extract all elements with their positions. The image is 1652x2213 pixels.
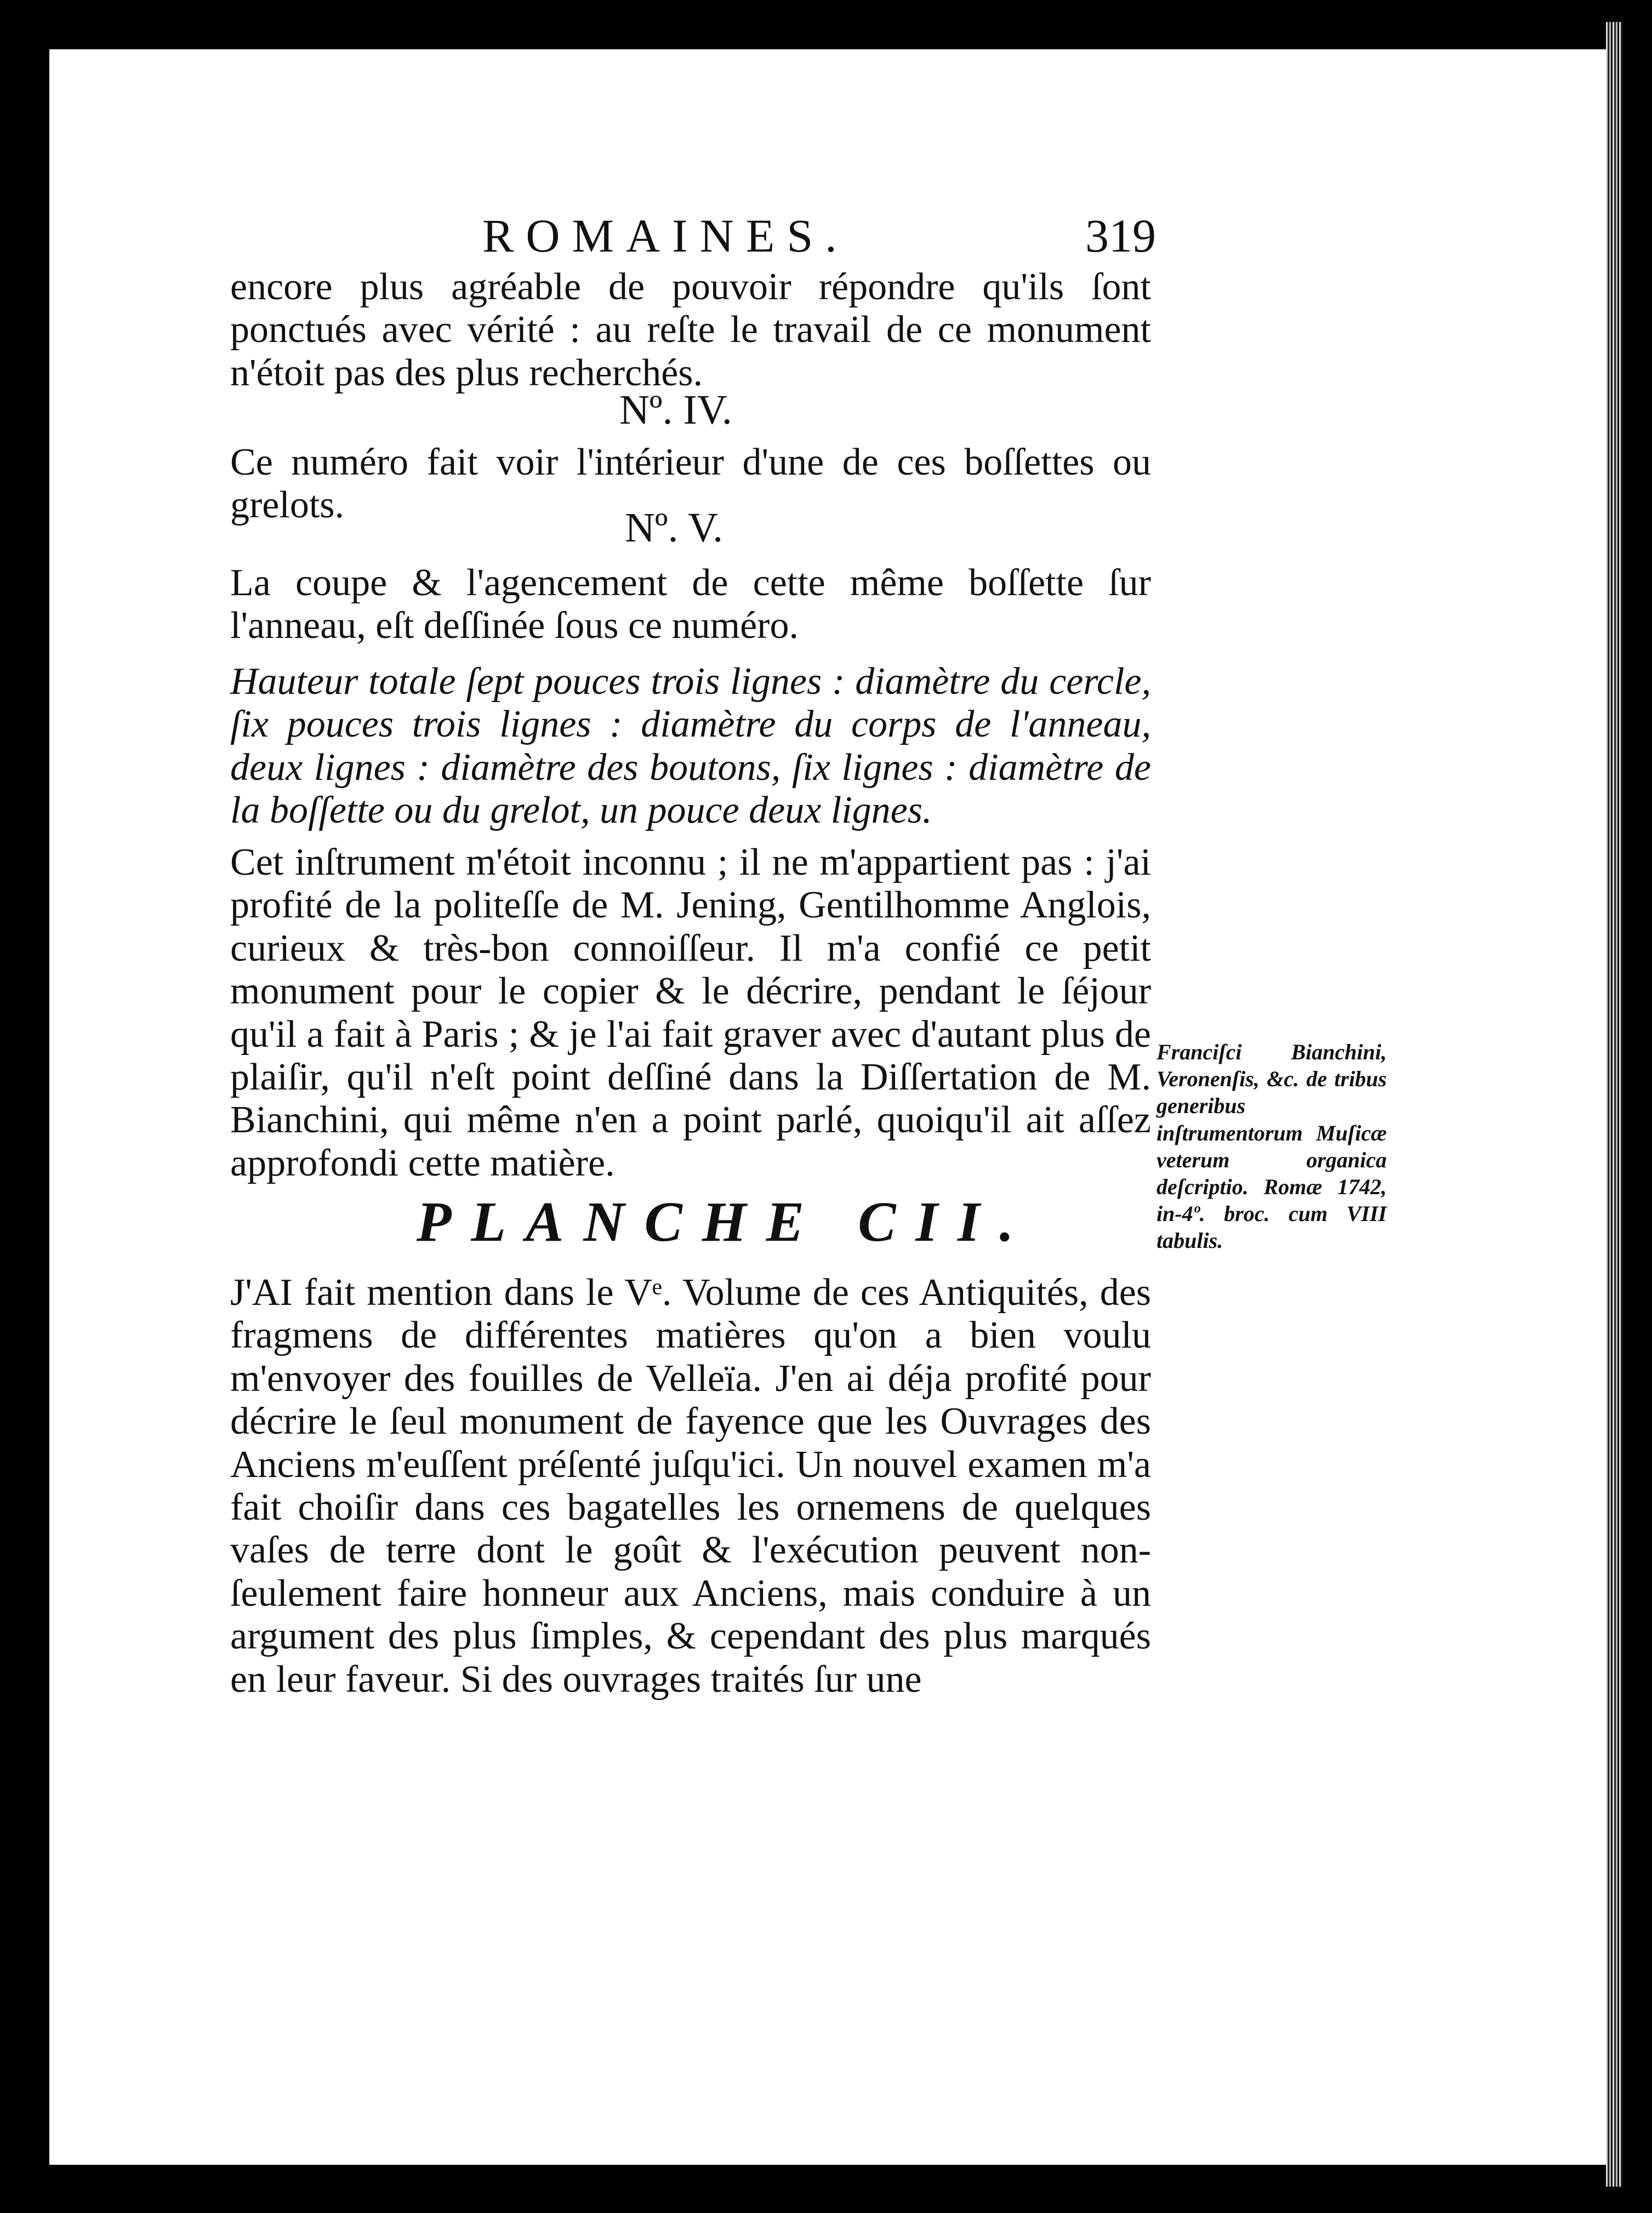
paragraph-5: Cet inſtrument m'étoit inconnu ; il ne m'appartient pas : j'ai profité de la politeſſe de M. Jening, Gentilhomme Anglois, curieux & très-bon connoiſſeur. Il m'a confié ce petit monument pour le copier & le décrire, pendant le ſéjour qu'il a fait à Paris ; & je l'ai fait graver avec d'autant plus de plaiſir, qu'il n'eſt point deſſiné dans la Diſſertation de M. Bianchini, qui même n'en a point parlé, quoiqu'il ait aſſez approfondi cette matière.	[230, 841, 1151, 1184]
running-title: ROMAINES.	[482, 209, 849, 262]
planche-title: PLANCHE CII.	[417, 1190, 1034, 1253]
paragraph-2: Ce numéro fait voir l'intérieur d'une de ces boſſettes ou grelots.	[230, 441, 1151, 527]
paragraph-1: encore plus agréable de pouvoir répondre qu'ils ſont ponctués avec vérité : au reſte le travail de ce monument n'étoit pas des plus recherchés.	[230, 266, 1151, 394]
paragraph-4-dimensions: Hauteur totale ſept pouces trois lignes : diamètre du cercle, ſix pouces trois lignes : diamètre du corps de l'anneau, deux lignes : diamètre des boutons, ſix lignes : diamètre de la boſſette ou du grelot, un pouce deux lignes.	[230, 660, 1151, 832]
section-number-v: Nº. V.	[625, 505, 724, 551]
page-number: 319	[1085, 209, 1156, 262]
paragraph-3: La coupe & l'agencement de cette même boſſette ſur l'anneau, eſt deſſinée ſous ce numéro.	[230, 562, 1151, 647]
section-number-iv: Nº. IV.	[619, 387, 732, 433]
page-edge	[1606, 22, 1622, 2187]
paragraph-6: J'AI fait mention dans le Vᵉ. Volume de ces Antiquités, des fragmens de différentes matières qu'on a bien voulu m'envoyer des fouilles de Velleïa. J'en ai déja profité pour décrire le ſeul monument de fayence que les Ouvrages des Anciens m'euſſent préſenté juſqu'ici. Un nouvel examen m'a fait choiſir dans ces bagatelles les ornemens de quelques vaſes de terre dont le goût & l'exécution peuvent non-ſeulement faire honneur aux Anciens, mais conduire à un argument des plus ſimples, & cependant des plus marqués en leur faveur. Si des ouvrages traités ſur une	[230, 1271, 1151, 1701]
marginal-note: Franciſci Bianchini, Veronenſis, &c. de tribus generibus inſtrumentorum Muſicæ veterum organica deſcriptio. Romæ 1742, in-4º. broc. cum VIII tabulis.	[1157, 1040, 1387, 1253]
